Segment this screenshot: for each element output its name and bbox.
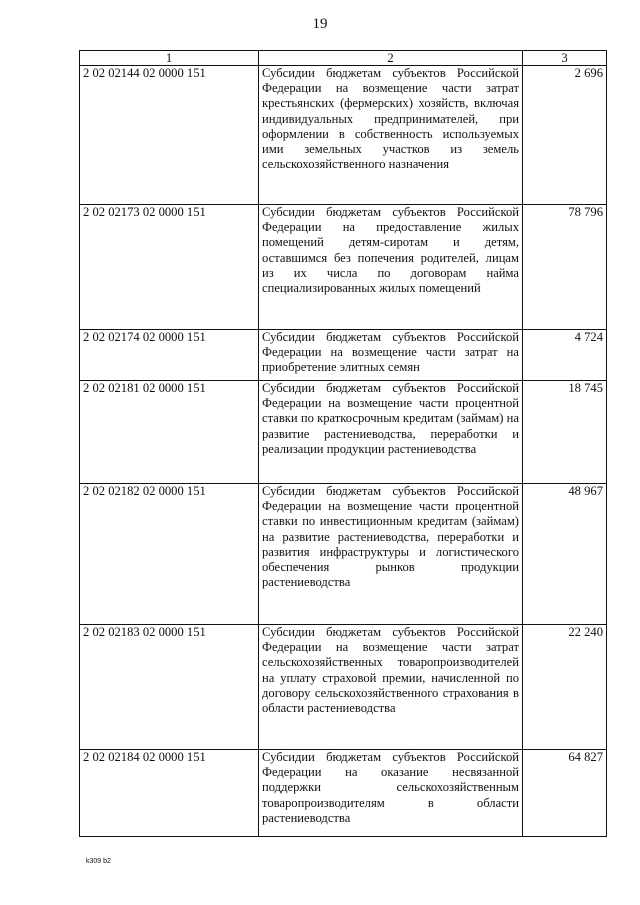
budget-code: 2 02 02183 02 0000 151 (80, 625, 259, 750)
row-amount: 64 827 (523, 750, 607, 837)
row-description: Субсидии бюджетам субъектов Российской Федерации на возмещение части процентной ставки по инвестиционным кредитам (займам) на развитие растениеводства, переработки и развития инфраструктуры и логистического обеспечения рынков продукции растениеводства (259, 484, 523, 625)
row-amount: 4 724 (523, 330, 607, 381)
table-row (80, 330, 607, 381)
row-amount: 18 745 (523, 381, 607, 484)
table-row (80, 66, 607, 205)
table-row (80, 484, 607, 625)
row-amount: 2 696 (523, 66, 607, 205)
budget-code: 2 02 02144 02 0000 151 (80, 66, 259, 205)
row-description: Субсидии бюджетам субъектов Российской Федерации на возмещение части затрат сельскохозяйственных товаропроизводителей на уплату страховой премии, начисленной по договору сельскохозяйственного страхования в области растениеводства (259, 625, 523, 750)
column-header: 2 (259, 51, 523, 66)
table-row (80, 381, 607, 484)
table-row (80, 750, 607, 837)
table-row (80, 625, 607, 750)
row-description: Субсидии бюджетам субъектов Российской Федерации на возмещение части процентной ставки по краткосрочным кредитам (займам) на развитие растениеводства, переработки и реализации продукции растениеводства (259, 381, 523, 484)
budget-code: 2 02 02181 02 0000 151 (80, 381, 259, 484)
column-header: 1 (80, 51, 259, 66)
budget-code: 2 02 02174 02 0000 151 (80, 330, 259, 381)
budget-code: 2 02 02173 02 0000 151 (80, 205, 259, 330)
budget-code: 2 02 02182 02 0000 151 (80, 484, 259, 625)
budget-code: 2 02 02184 02 0000 151 (80, 750, 259, 837)
row-description: Субсидии бюджетам субъектов Российской Федерации на возмещение части затрат крестьянских (фермерских) хозяйств, включая индивидуальных предпринимателей, при оформлении в собственность используемых ими земельных участков из земель сельскохозяйственного назначения (259, 66, 523, 205)
table-header-row (80, 51, 607, 66)
table-row (80, 205, 607, 330)
row-amount: 22 240 (523, 625, 607, 750)
footer-code: k309 b2 (86, 858, 111, 865)
page-number: 19 (312, 16, 328, 32)
row-description: Субсидии бюджетам субъектов Российской Федерации на возмещение части затрат на приобретение элитных семян (259, 330, 523, 381)
row-amount: 78 796 (523, 205, 607, 330)
row-description: Субсидии бюджетам субъектов Российской Федерации на предоставление жилых помещений детям-сиротам и детям, оставшимся без попечения родителей, лицам из их числа по договорам найма специализированных жилых помещений (259, 205, 523, 330)
row-amount: 48 967 (523, 484, 607, 625)
column-header: 3 (523, 51, 607, 66)
row-description: Субсидии бюджетам субъектов Российской Федерации на оказание несвязанной поддержки сельскохозяйственным товаропроизводителям в области растениеводства (259, 750, 523, 837)
budget-table (79, 50, 607, 837)
